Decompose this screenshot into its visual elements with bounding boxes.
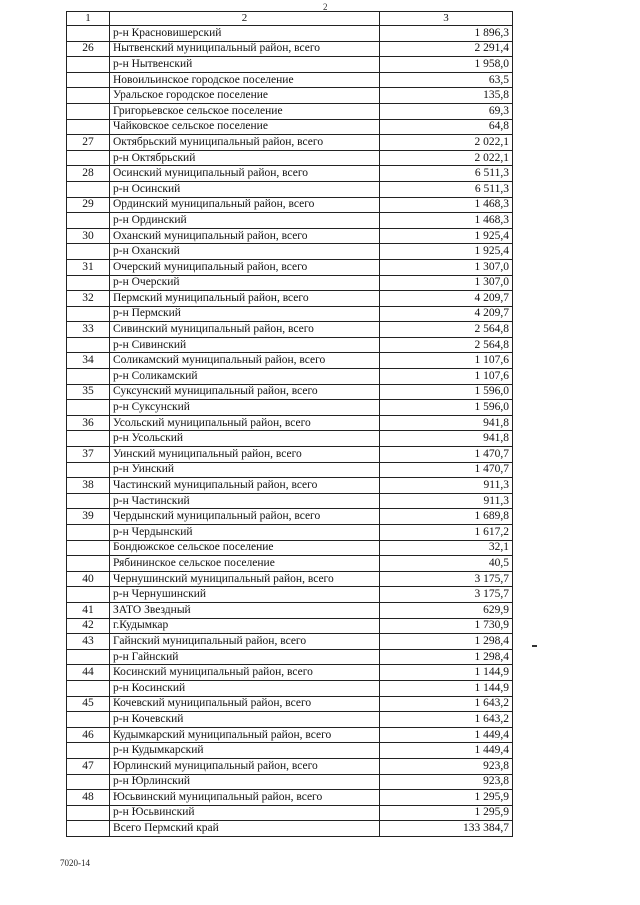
table-row xyxy=(67,259,513,275)
row-name-cell: р-н Кудымкарский xyxy=(110,743,380,759)
row-number-cell xyxy=(67,805,110,821)
table-row xyxy=(67,306,513,322)
row-number-cell: 40 xyxy=(67,571,110,587)
row-value-cell: 1 689,8 xyxy=(380,509,513,525)
document-code: 7020-14 xyxy=(60,858,90,868)
header-col-2: 2 xyxy=(110,12,380,26)
row-number-cell: 26 xyxy=(67,41,110,57)
row-value-cell: 1 295,9 xyxy=(380,805,513,821)
row-name-cell: Бондюжское сельское поселение xyxy=(110,540,380,556)
row-value-cell: 1 925,4 xyxy=(380,228,513,244)
row-number-cell: 41 xyxy=(67,602,110,618)
table-row xyxy=(67,680,513,696)
row-value-cell: 1 925,4 xyxy=(380,244,513,260)
table-row xyxy=(67,72,513,88)
table-row xyxy=(67,602,513,618)
row-name-cell: р-н Чердынский xyxy=(110,525,380,541)
row-number-cell xyxy=(67,26,110,42)
row-name-cell: Ординский муниципальный район, всего xyxy=(110,197,380,213)
row-name-cell: Пермский муниципальный район, всего xyxy=(110,291,380,307)
row-value-cell: 2 564,8 xyxy=(380,322,513,338)
row-name-cell: р-н Красновишерский xyxy=(110,26,380,42)
table-row xyxy=(67,150,513,166)
row-value-cell: 1 307,0 xyxy=(380,259,513,275)
row-name-cell: р-н Усольский xyxy=(110,431,380,447)
row-name-cell: Юсьвинский муниципальный район, всего xyxy=(110,790,380,806)
row-number-cell xyxy=(67,525,110,541)
table-row xyxy=(67,727,513,743)
row-value-cell: 1 307,0 xyxy=(380,275,513,291)
row-name-cell: р-н Октябрьский xyxy=(110,150,380,166)
row-number-cell: 32 xyxy=(67,291,110,307)
row-name-cell: Сивинский муниципальный район, всего xyxy=(110,322,380,338)
table-row xyxy=(67,462,513,478)
table-row xyxy=(67,743,513,759)
row-number-cell xyxy=(67,181,110,197)
table-row xyxy=(67,369,513,385)
row-value-cell: 629,9 xyxy=(380,602,513,618)
row-name-cell: р-н Гайнский xyxy=(110,649,380,665)
table-row xyxy=(67,571,513,587)
row-value-cell: 1 298,4 xyxy=(380,634,513,650)
row-number-cell xyxy=(67,150,110,166)
row-number-cell xyxy=(67,556,110,572)
table-row xyxy=(67,353,513,369)
row-name-cell: р-н Нытвенский xyxy=(110,57,380,73)
row-number-cell xyxy=(67,72,110,88)
row-value-cell: 3 175,7 xyxy=(380,587,513,603)
row-number-cell xyxy=(67,400,110,416)
row-value-cell: 1 617,2 xyxy=(380,525,513,541)
row-name-cell: р-н Юсьвинский xyxy=(110,805,380,821)
row-value-cell: 1 596,0 xyxy=(380,384,513,400)
table-row xyxy=(67,618,513,634)
table-row xyxy=(67,291,513,307)
table-row xyxy=(67,431,513,447)
row-value-cell: 1 468,3 xyxy=(380,213,513,229)
row-value-cell: 911,3 xyxy=(380,493,513,509)
row-value-cell: 1 643,2 xyxy=(380,696,513,712)
table-row xyxy=(67,244,513,260)
row-number-cell: 38 xyxy=(67,478,110,494)
row-name-cell: р-н Сивинский xyxy=(110,337,380,353)
row-value-cell: 2 022,1 xyxy=(380,150,513,166)
table-row xyxy=(67,821,513,837)
row-name-cell: Григорьевское сельское поселение xyxy=(110,103,380,119)
row-name-cell: р-н Пермский xyxy=(110,306,380,322)
row-number-cell xyxy=(67,649,110,665)
row-number-cell xyxy=(67,244,110,260)
row-name-cell: р-н Очерский xyxy=(110,275,380,291)
table-row xyxy=(67,228,513,244)
table-row xyxy=(67,88,513,104)
table-row xyxy=(67,447,513,463)
row-value-cell: 941,8 xyxy=(380,431,513,447)
row-number-cell xyxy=(67,369,110,385)
row-value-cell: 64,8 xyxy=(380,119,513,135)
row-number-cell xyxy=(67,540,110,556)
row-name-cell: Уинский муниципальный район, всего xyxy=(110,447,380,463)
row-name-cell: Кочевский муниципальный район, всего xyxy=(110,696,380,712)
row-value-cell: 1 107,6 xyxy=(380,353,513,369)
row-value-cell: 133 384,7 xyxy=(380,821,513,837)
margin-dash-mark xyxy=(532,645,537,647)
row-number-cell: 45 xyxy=(67,696,110,712)
table-row xyxy=(67,758,513,774)
table-row xyxy=(67,213,513,229)
row-number-cell xyxy=(67,431,110,447)
row-value-cell: 6 511,3 xyxy=(380,181,513,197)
row-name-cell: р-н Осинский xyxy=(110,181,380,197)
table-header-row xyxy=(67,12,513,26)
table-row xyxy=(67,712,513,728)
row-number-cell: 28 xyxy=(67,166,110,182)
row-value-cell: 1 144,9 xyxy=(380,680,513,696)
row-value-cell: 911,3 xyxy=(380,478,513,494)
row-value-cell: 1 295,9 xyxy=(380,790,513,806)
row-name-cell: р-н Кочевский xyxy=(110,712,380,728)
table-row xyxy=(67,197,513,213)
row-value-cell: 4 209,7 xyxy=(380,291,513,307)
table-row xyxy=(67,135,513,151)
row-name-cell: Усольский муниципальный район, всего xyxy=(110,415,380,431)
row-name-cell: р-н Косинский xyxy=(110,680,380,696)
row-name-cell: г.Кудымкар xyxy=(110,618,380,634)
row-value-cell: 1 730,9 xyxy=(380,618,513,634)
row-value-cell: 1 643,2 xyxy=(380,712,513,728)
row-name-cell: Всего Пермский край xyxy=(110,821,380,837)
row-name-cell: ЗАТО Звездный xyxy=(110,602,380,618)
row-value-cell: 63,5 xyxy=(380,72,513,88)
table-row xyxy=(67,696,513,712)
table-row xyxy=(67,275,513,291)
row-number-cell xyxy=(67,493,110,509)
table-row xyxy=(67,337,513,353)
row-number-cell: 33 xyxy=(67,322,110,338)
row-value-cell: 2 022,1 xyxy=(380,135,513,151)
row-name-cell: Чернушинский муниципальный район, всего xyxy=(110,571,380,587)
row-number-cell xyxy=(67,57,110,73)
table-row xyxy=(67,166,513,182)
page-number-mark: 2 xyxy=(323,2,328,12)
row-name-cell: Гайнский муниципальный район, всего xyxy=(110,634,380,650)
table-row xyxy=(67,649,513,665)
row-value-cell: 923,8 xyxy=(380,758,513,774)
row-name-cell: Юрлинский муниципальный район, всего xyxy=(110,758,380,774)
row-value-cell: 32,1 xyxy=(380,540,513,556)
row-name-cell: Частинский муниципальный район, всего xyxy=(110,478,380,494)
row-value-cell: 1 896,3 xyxy=(380,26,513,42)
row-name-cell: р-н Ординский xyxy=(110,213,380,229)
row-name-cell: Соликамский муниципальный район, всего xyxy=(110,353,380,369)
row-number-cell xyxy=(67,712,110,728)
row-value-cell: 1 468,3 xyxy=(380,197,513,213)
row-name-cell: Кудымкарский муниципальный район, всего xyxy=(110,727,380,743)
header-col-1: 1 xyxy=(67,12,110,26)
row-value-cell: 69,3 xyxy=(380,103,513,119)
row-value-cell: 1 298,4 xyxy=(380,649,513,665)
row-value-cell: 4 209,7 xyxy=(380,306,513,322)
table-row xyxy=(67,790,513,806)
row-name-cell: р-н Чернушинский xyxy=(110,587,380,603)
row-number-cell xyxy=(67,119,110,135)
row-number-cell: 29 xyxy=(67,197,110,213)
row-name-cell: р-н Оханский xyxy=(110,244,380,260)
row-number-cell: 39 xyxy=(67,509,110,525)
row-name-cell: Нытвенский муниципальный район, всего xyxy=(110,41,380,57)
row-name-cell: Суксунский муниципальный район, всего xyxy=(110,384,380,400)
table-row xyxy=(67,634,513,650)
table-row xyxy=(67,774,513,790)
row-value-cell: 941,8 xyxy=(380,415,513,431)
row-number-cell: 47 xyxy=(67,758,110,774)
table-row xyxy=(67,509,513,525)
table-row xyxy=(67,181,513,197)
row-number-cell: 35 xyxy=(67,384,110,400)
table-row xyxy=(67,384,513,400)
table-row xyxy=(67,805,513,821)
row-value-cell: 1 470,7 xyxy=(380,462,513,478)
table-row xyxy=(67,493,513,509)
row-value-cell: 1 449,4 xyxy=(380,743,513,759)
row-value-cell: 1 144,9 xyxy=(380,665,513,681)
table-row xyxy=(67,41,513,57)
row-name-cell: р-н Юрлинский xyxy=(110,774,380,790)
table-row xyxy=(67,415,513,431)
row-number-cell xyxy=(67,306,110,322)
row-name-cell: Оханский муниципальный район, всего xyxy=(110,228,380,244)
table-row xyxy=(67,322,513,338)
row-name-cell: Октябрьский муниципальный район, всего xyxy=(110,135,380,151)
row-number-cell xyxy=(67,213,110,229)
row-name-cell: Чердынский муниципальный район, всего xyxy=(110,509,380,525)
row-number-cell: 30 xyxy=(67,228,110,244)
row-name-cell: р-н Соликамский xyxy=(110,369,380,385)
row-name-cell: Осинский муниципальный район, всего xyxy=(110,166,380,182)
row-number-cell xyxy=(67,680,110,696)
row-value-cell: 3 175,7 xyxy=(380,571,513,587)
row-name-cell: Косинский муниципальный район, всего xyxy=(110,665,380,681)
row-number-cell: 43 xyxy=(67,634,110,650)
row-name-cell: Чайковское сельское поселение xyxy=(110,119,380,135)
row-value-cell: 1 596,0 xyxy=(380,400,513,416)
row-number-cell: 36 xyxy=(67,415,110,431)
row-name-cell: Новоильинское городское поселение xyxy=(110,72,380,88)
table-row xyxy=(67,525,513,541)
row-number-cell xyxy=(67,743,110,759)
row-value-cell: 1 958,0 xyxy=(380,57,513,73)
table-row xyxy=(67,119,513,135)
table-row xyxy=(67,57,513,73)
table-body xyxy=(67,26,513,837)
row-name-cell: р-н Уинский xyxy=(110,462,380,478)
table-row xyxy=(67,556,513,572)
row-number-cell: 37 xyxy=(67,447,110,463)
row-value-cell: 1 470,7 xyxy=(380,447,513,463)
row-value-cell: 1 107,6 xyxy=(380,369,513,385)
table-row xyxy=(67,478,513,494)
row-number-cell xyxy=(67,275,110,291)
table-row xyxy=(67,587,513,603)
budget-table xyxy=(66,11,513,837)
row-name-cell: Рябининское сельское поселение xyxy=(110,556,380,572)
row-value-cell: 923,8 xyxy=(380,774,513,790)
row-name-cell: Очерский муниципальный район, всего xyxy=(110,259,380,275)
row-value-cell: 2 291,4 xyxy=(380,41,513,57)
row-number-cell xyxy=(67,88,110,104)
row-number-cell: 46 xyxy=(67,727,110,743)
row-number-cell: 27 xyxy=(67,135,110,151)
row-name-cell: Уральское городское поселение xyxy=(110,88,380,104)
row-value-cell: 40,5 xyxy=(380,556,513,572)
row-value-cell: 1 449,4 xyxy=(380,727,513,743)
row-number-cell xyxy=(67,462,110,478)
table-row xyxy=(67,540,513,556)
table-row xyxy=(67,665,513,681)
row-number-cell xyxy=(67,587,110,603)
row-number-cell: 34 xyxy=(67,353,110,369)
row-name-cell: р-н Частинский xyxy=(110,493,380,509)
row-name-cell: р-н Суксунский xyxy=(110,400,380,416)
row-number-cell: 31 xyxy=(67,259,110,275)
table-row xyxy=(67,26,513,42)
row-number-cell: 42 xyxy=(67,618,110,634)
header-col-3: 3 xyxy=(380,12,513,26)
row-number-cell xyxy=(67,774,110,790)
row-value-cell: 6 511,3 xyxy=(380,166,513,182)
row-number-cell: 48 xyxy=(67,790,110,806)
table-row xyxy=(67,103,513,119)
table-row xyxy=(67,400,513,416)
row-value-cell: 2 564,8 xyxy=(380,337,513,353)
row-value-cell: 135,8 xyxy=(380,88,513,104)
row-number-cell: 44 xyxy=(67,665,110,681)
row-number-cell xyxy=(67,337,110,353)
row-number-cell xyxy=(67,821,110,837)
row-number-cell xyxy=(67,103,110,119)
